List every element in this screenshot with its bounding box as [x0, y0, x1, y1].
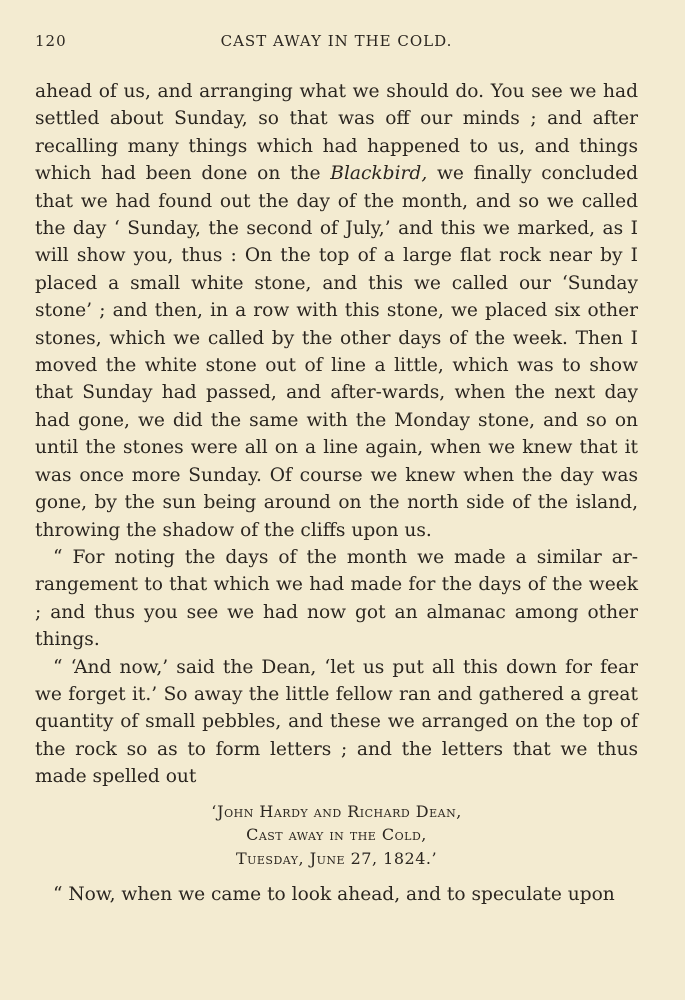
inscription-line-2-text: Cast away in the Cold, — [246, 825, 427, 845]
ship-name-italic: Blackbird, — [330, 163, 428, 185]
inscription-line-3 — [35, 848, 638, 872]
paragraph-1 — [35, 78, 638, 544]
inscription-line-1-text: ‘John Hardy and Richard Dean, — [211, 801, 462, 821]
inscription-line-1 — [35, 801, 638, 825]
running-title: CAST AWAY IN THE COLD. — [220, 32, 453, 50]
paragraph-3: “ ‘And now,’ said the Dean, ‘let us put all this down for fear we forget it.’ So away the little fellow ran and gathered a great quantity of small pebbles, and these we arranged on the top of the rock so as to form letters ; and the letters that we thus made spelled out — [35, 656, 638, 788]
page-number: 120 — [35, 32, 67, 50]
body-text — [35, 78, 638, 908]
running-head — [35, 32, 638, 56]
inscription-line-2 — [35, 824, 638, 848]
inscription-line-3-text: Tuesday, June 27, 1824.’ — [235, 848, 438, 868]
paragraph-2: “ For noting the days of the month we made a similar ar-rangement to that which we had made for the days of the week ; and thus you see we had now got an almanac among other things. — [35, 546, 638, 651]
pebble-inscription — [35, 801, 638, 872]
paragraph-1-text-a: ahead of us, and arranging what we should do. You see we had settled about Sunday, so that was off our minds ; and after recalling many things which had happened to us, and things which had been done on the — [35, 81, 638, 185]
paragraph-1-text-b: we finally concluded that we had found out the day of the month, and so we called the day ‘ Sunday, the second of July,’ and this we marked, as I will show you, thus : On the top of a large flat rock near by I placed a small white stone, and this we called our ‘Sunday stone’ ; and then, in a row with this stone, we placed six other stones, which we called by the other days of the week. Then I moved the white stone out of line a little, which was to show that Sunday had passed, and after-wards, when the next day had gone, we did the same with the Monday stone, and so on until the stones were all on a line again, when we knew that it was once more Sunday. Of course we knew when the day was gone, by the sun being around on the north side of the island, throwing the shadow of the cliffs upon us. — [35, 163, 638, 541]
paragraph-4: “ Now, when we came to look ahead, and to speculate upon — [53, 884, 615, 906]
